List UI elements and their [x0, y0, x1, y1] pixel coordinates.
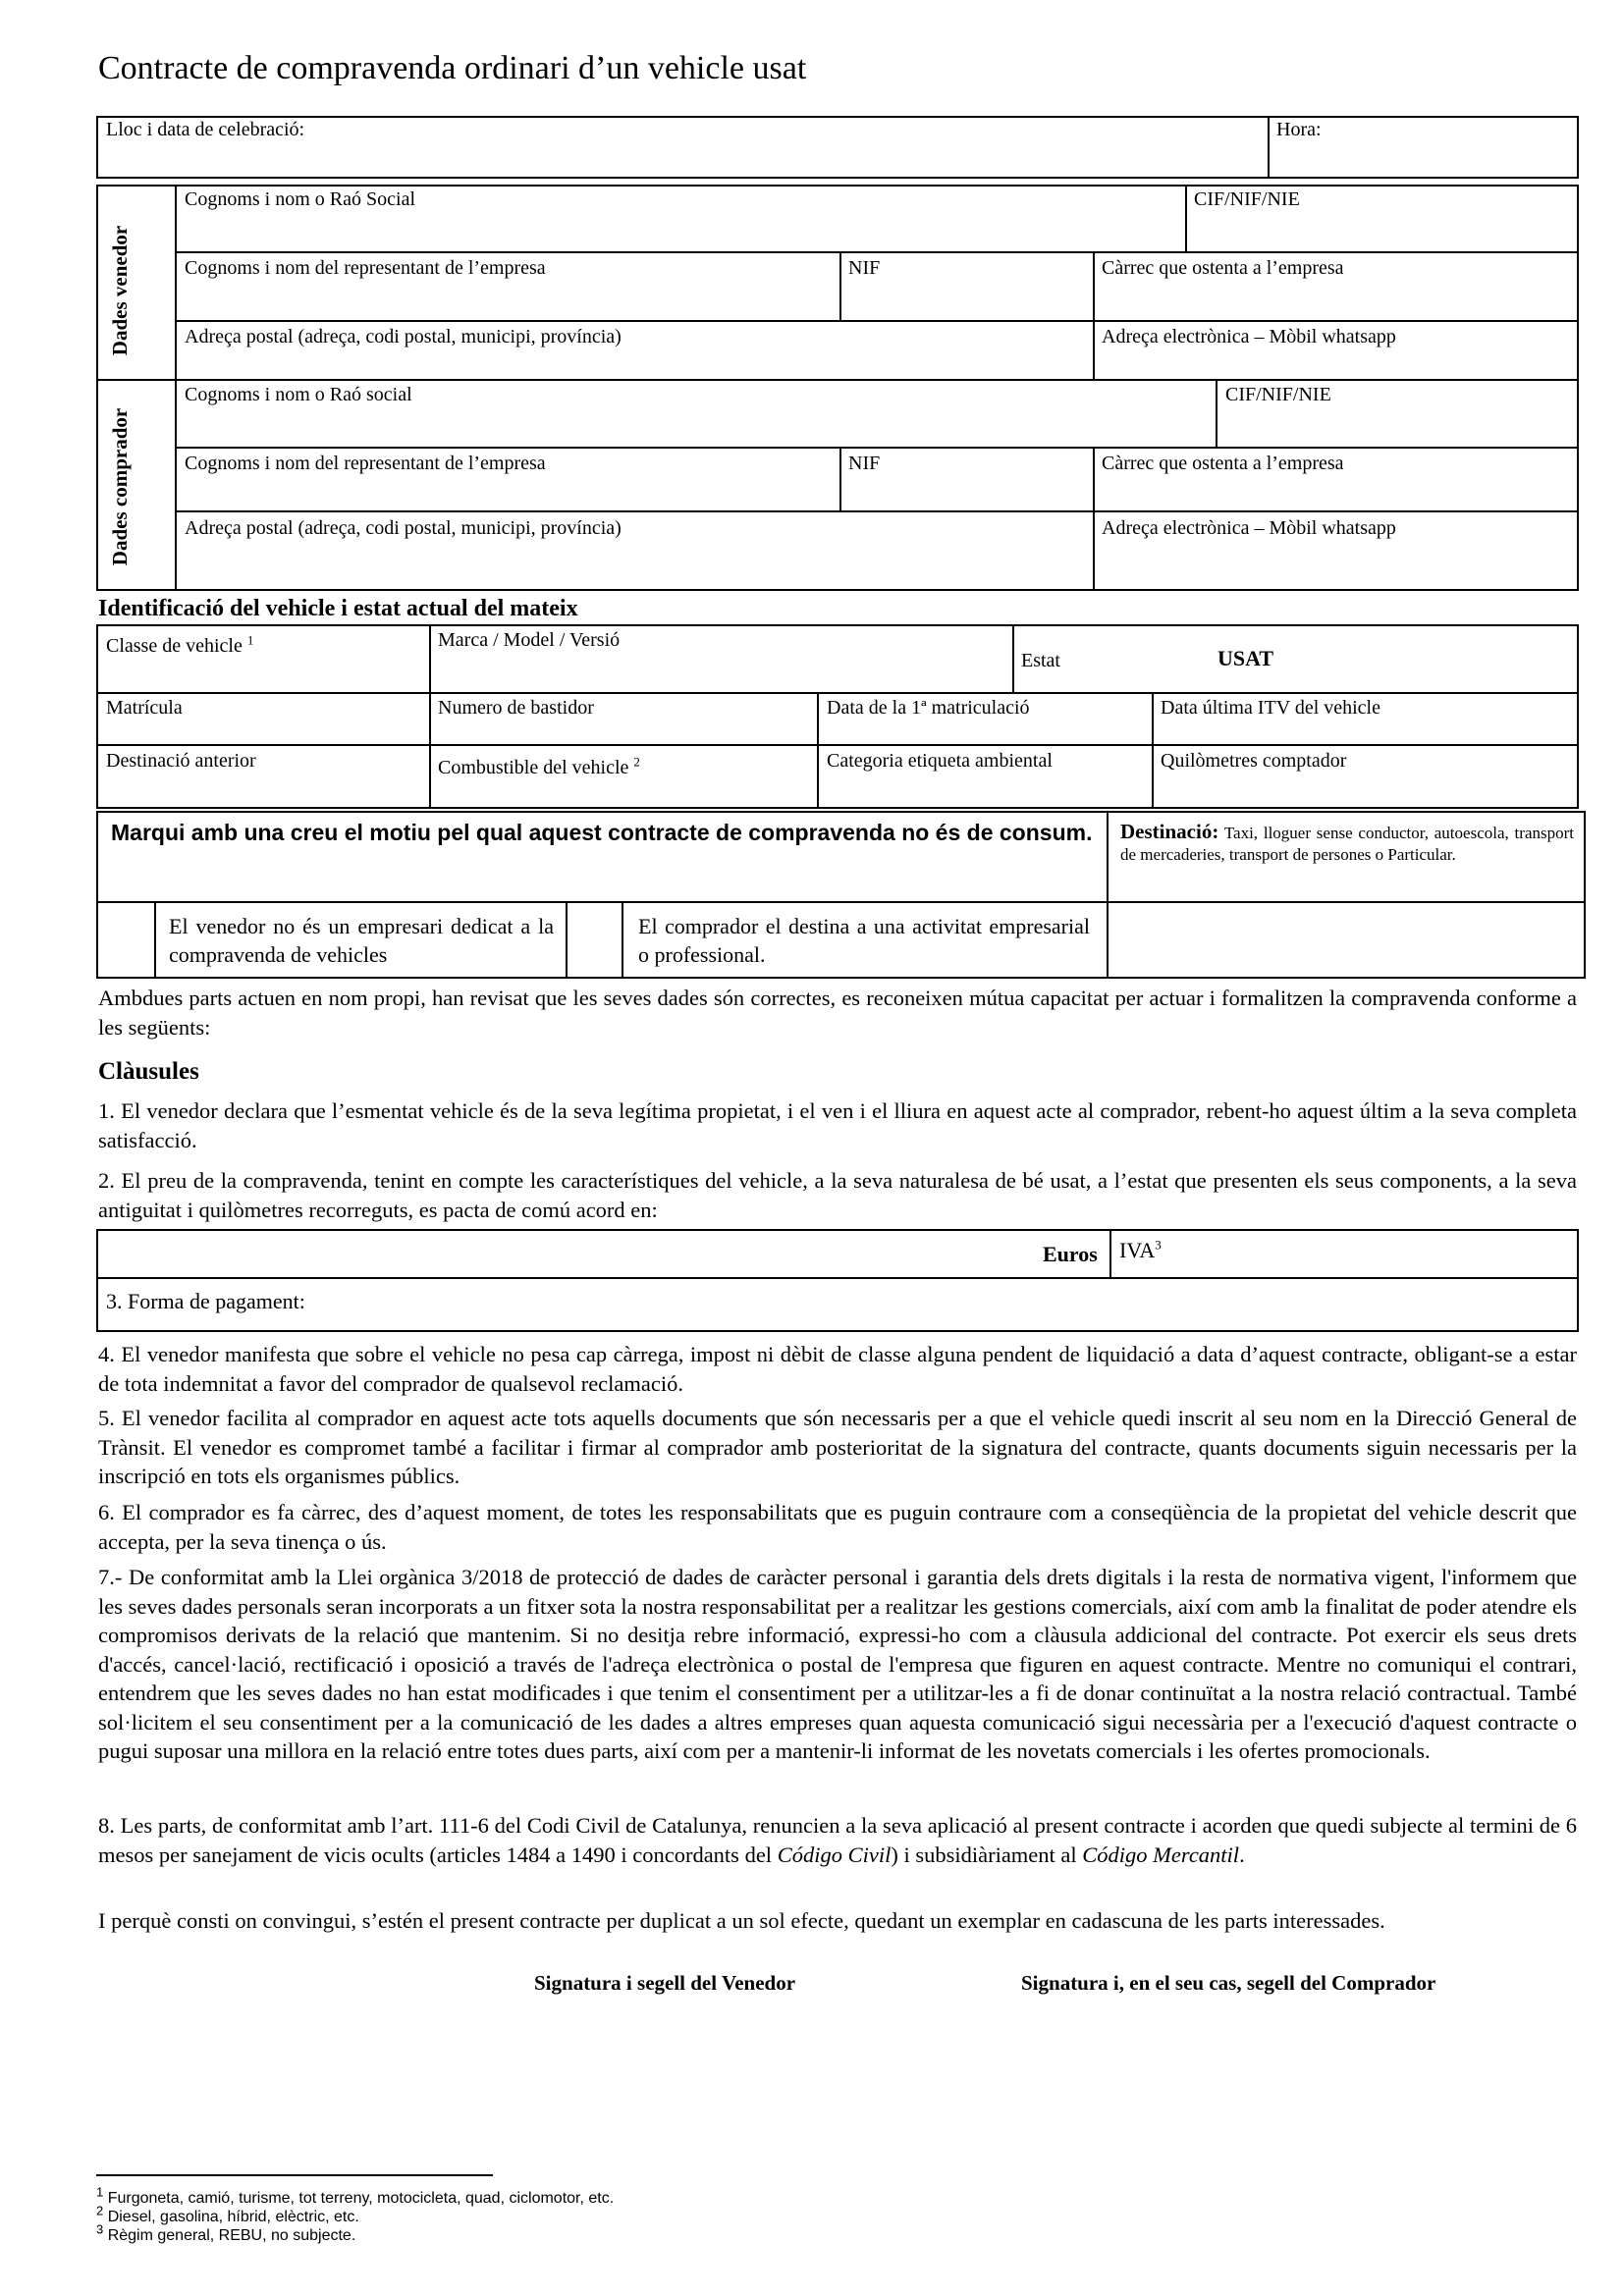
destination-label: Destinació: — [1120, 820, 1219, 843]
page-title: Contracte de compravenda ordinari d’un vehicle usat — [98, 50, 807, 86]
reason-heading: Marqui amb una creu el motiu pel qual aquest contracte de compravenda no és de consum. — [111, 820, 1093, 845]
payment-method-field[interactable]: 3. Forma de pagament: — [106, 1289, 305, 1313]
vehicle-last-itv-field[interactable]: Data última ITV del vehicle — [1161, 697, 1380, 719]
buyer-signature-area[interactable] — [992, 2002, 1483, 2120]
footnote-2-number: 2 — [96, 2203, 104, 2218]
clause-8-text-3: . — [1239, 1842, 1245, 1867]
seller-id-field[interactable]: CIF/NIF/NIE — [1194, 188, 1300, 210]
price-vat-label: IVA — [1119, 1238, 1156, 1262]
vehicle-km-field[interactable]: Quilòmetres comptador — [1161, 750, 1347, 772]
seller-address-field[interactable]: Adreça postal (adreça, codi postal, municipi, província) — [185, 326, 622, 347]
footnote-1 — [96, 2184, 615, 2208]
place-date-field[interactable]: Lloc i data de celebració: — [106, 119, 305, 140]
clauses-heading: Clàusules — [98, 1058, 199, 1085]
seller-buyer-divider — [96, 379, 1579, 381]
seller-rep-name-field[interactable]: Cognoms i nom del representant de l’empresa — [185, 257, 546, 279]
vehicle-state-label: Estat — [1021, 650, 1060, 671]
seller-name-field[interactable]: Cognoms i nom o Raó Social — [185, 188, 415, 210]
buyer-name-field[interactable]: Cognoms i nom o Raó social — [185, 384, 412, 405]
destination-box — [1120, 821, 1574, 866]
vehicle-chassis-field[interactable]: Numero de bastidor — [438, 697, 594, 719]
clause-8-text-2: ) i subsidiàriament al — [891, 1842, 1083, 1867]
buyer-section-label: Dades comprador — [108, 407, 132, 566]
intro-paragraph: Ambdues parts actuen en nom propi, han revisat que les seves dades són correctes, es reconeixen mútua capacitat per actuar i formalitzen la compravenda conforme a les següents: — [98, 986, 1577, 1040]
closing-paragraph: I perquè consti on convingui, s’estén el present contracte per duplicat a un sol efecte, quedant un exemplar en cadascuna de les parts interessades. — [98, 1908, 1385, 1933]
option-buyer-business-use: El comprador el destina a una activitat empresarial o professional. — [638, 914, 1090, 967]
footnote-2 — [96, 2203, 359, 2226]
clause-5: 5. El venedor facilita al comprador en aquest acte tots aquells documents que són necessaris per a que el vehicle quedi inscrit al seu nom en la Direcció General de Trànsit. El venedor es compromet també a facilitar i firmar al comprador amb posterioritat de la signatura del contracte, quants documents siguin necessaris per la inscripció en tots els organismes públics. — [98, 1406, 1577, 1488]
checkbox-buyer-business-use[interactable] — [568, 903, 621, 977]
price-vat-field[interactable] — [1119, 1239, 1162, 1262]
footnote-3-text: Règim general, REBU, no subjecte. — [107, 2227, 356, 2244]
vehicle-eco-label-field[interactable]: Categoria etiqueta ambiental — [827, 750, 1053, 772]
clause-6: 6. El comprador es fa càrrec, des d’aquest moment, de totes les responsabilitats que es puguin contraure com a conseqüència de la propietat del vehicle descrit que accepta, per la seva tinença o ús. — [98, 1500, 1577, 1554]
vehicle-class-label: Classe de vehicle — [106, 635, 243, 657]
seller-signature-label: Signatura i segell del Venedor — [534, 1971, 796, 1995]
buyer-id-field[interactable]: CIF/NIF/NIE — [1225, 384, 1331, 405]
buyer-rep-name-field[interactable]: Cognoms i nom del representant de l’empresa — [185, 453, 546, 474]
footnote-ref-2: 2 — [633, 754, 640, 770]
clause-8-commercial-code: Código Mercantil — [1082, 1842, 1240, 1867]
option-seller-not-dealer: El venedor no és un empresari dedicat a la compravenda de vehicles — [169, 914, 554, 967]
price-euros-label: Euros — [1043, 1242, 1098, 1266]
footnote-ref-1: 1 — [246, 632, 254, 648]
footnote-3 — [96, 2221, 356, 2245]
vehicle-previous-use-field[interactable]: Destinació anterior — [106, 750, 256, 772]
clause-1: 1. El venedor declara que l’esmentat vehicle és de la seva legítima propietat, i el ven i el lliura en aquest acte al comprador, rebent-ho aquest últim a la seva completa satisfacció. — [98, 1098, 1577, 1152]
footnote-1-text: Furgoneta, camió, turisme, tot terreny, motocicleta, quad, ciclomotor, etc. — [107, 2190, 615, 2207]
seller-email-field[interactable]: Adreça electrònica – Mòbil whatsapp — [1102, 326, 1396, 347]
seller-rep-role-field[interactable]: Càrrec que ostenta a l’empresa — [1102, 257, 1344, 279]
clause-2: 2. El preu de la compravenda, tenint en compte les característiques del vehicle, a la seva naturalesa de bé usat, a l’estat que presenten els seus components, a la seva antiguitat i quilòmetres recorreguts, es pacta de comú acord en: — [98, 1168, 1577, 1222]
place-date-row — [96, 116, 1579, 179]
seller-signature-area[interactable] — [452, 2002, 884, 2120]
footnote-separator — [96, 2174, 493, 2176]
vehicle-fuel-label: Combustible del vehicle — [438, 757, 629, 778]
clause-7: 7.- De conformitat amb la Llei orgànica 3/2018 de protecció de dades de caràcter personal i garantia dels drets digitals i la resta de normativa vigent, l'informem que les seves dades personals seran incorporats a un fitxer sota la nostra responsabilitat per a realitzar les gestions comercials, així com amb la finalitat de poder atendre els compromisos derivats de la relació que mantenim. Si no desitja rebre informació, expressi-ho com a clàusula addicional del contracte. Pot exercir els seus drets d'accés, cancel·lació, rectificació i oposició a través de l'adreça electrònica o postal de l'empresa que figuren en aquest contracte. Mentre no comuniqui el contrari, entendrem que les seves dades no han estat modificades i que tenim el consentiment per a utilitzar-les a fi de donar continuïtat a la nostra relació contractual. També sol·licitem el seu consentiment per a la comunicació de les dades a altres empreses quan aquesta comunicació sigui necessària per a l'execució d'aquest contracte o pugui suposar una millora en la relació entre totes dues parts, així com per a mantenir-li informat de les novetats comercials i les ofertes promocionals. — [98, 1565, 1577, 1763]
footnote-3-number: 3 — [96, 2221, 104, 2237]
vehicle-section-heading: Identificació del vehicle i estat actual del mateix — [98, 596, 578, 621]
vehicle-state-value: USAT — [1217, 646, 1274, 670]
vehicle-brand-field[interactable]: Marca / Model / Versió — [438, 629, 621, 651]
vehicle-fuel-field[interactable] — [438, 756, 640, 779]
time-field[interactable]: Hora: — [1276, 119, 1322, 140]
destination-text: Taxi, lloguer sense conductor, autoescola, transport de mercaderies, transport de persones o Particular. — [1120, 824, 1574, 864]
footnote-ref-3: 3 — [1155, 1237, 1162, 1253]
clause-8-text-1: 8. Les parts, de conformitat amb l’art. 111-6 del Codi Civil de Catalunya, renuncien a la seva aplicació al present contracte i acorden que quedi subjecte al termini de 6 mesos per sanejament de vicis ocults (articles 1484 a 1490 i concordants del — [98, 1813, 1577, 1867]
buyer-rep-role-field[interactable]: Càrrec que ostenta a l’empresa — [1102, 453, 1344, 474]
buyer-address-field[interactable]: Adreça postal (adreça, codi postal, municipi, província) — [185, 517, 622, 539]
clause-8-civil-code: Código Civil — [777, 1842, 892, 1867]
seller-rep-nif-field[interactable]: NIF — [848, 257, 881, 279]
buyer-email-field[interactable]: Adreça electrònica – Mòbil whatsapp — [1102, 517, 1396, 539]
buyer-signature-label: Signatura i, en el seu cas, segell del Comprador — [1021, 1971, 1436, 1995]
checkbox-seller-not-dealer[interactable] — [98, 903, 153, 977]
buyer-rep-nif-field[interactable]: NIF — [848, 453, 881, 474]
clause-8 — [98, 1811, 1577, 1869]
footnote-1-number: 1 — [96, 2184, 104, 2200]
vehicle-class-field[interactable] — [106, 634, 253, 658]
seller-section-label: Dades venedor — [108, 225, 132, 356]
vehicle-plate-field[interactable]: Matrícula — [106, 697, 183, 719]
footnote-2-text: Diesel, gasolina, híbrid, elèctric, etc. — [107, 2209, 359, 2225]
vehicle-first-registration-field[interactable]: Data de la 1ª matriculació — [827, 697, 1030, 719]
clause-4: 4. El venedor manifesta que sobre el vehicle no pesa cap càrrega, impost ni dèbit de classe alguna pendent de liquidació a data d’aquest contracte, obligant-se a estar de tota indemnitat a favor del comprador de qualsevol reclamació. — [98, 1342, 1577, 1396]
price-amount-field[interactable] — [98, 1231, 1031, 1275]
